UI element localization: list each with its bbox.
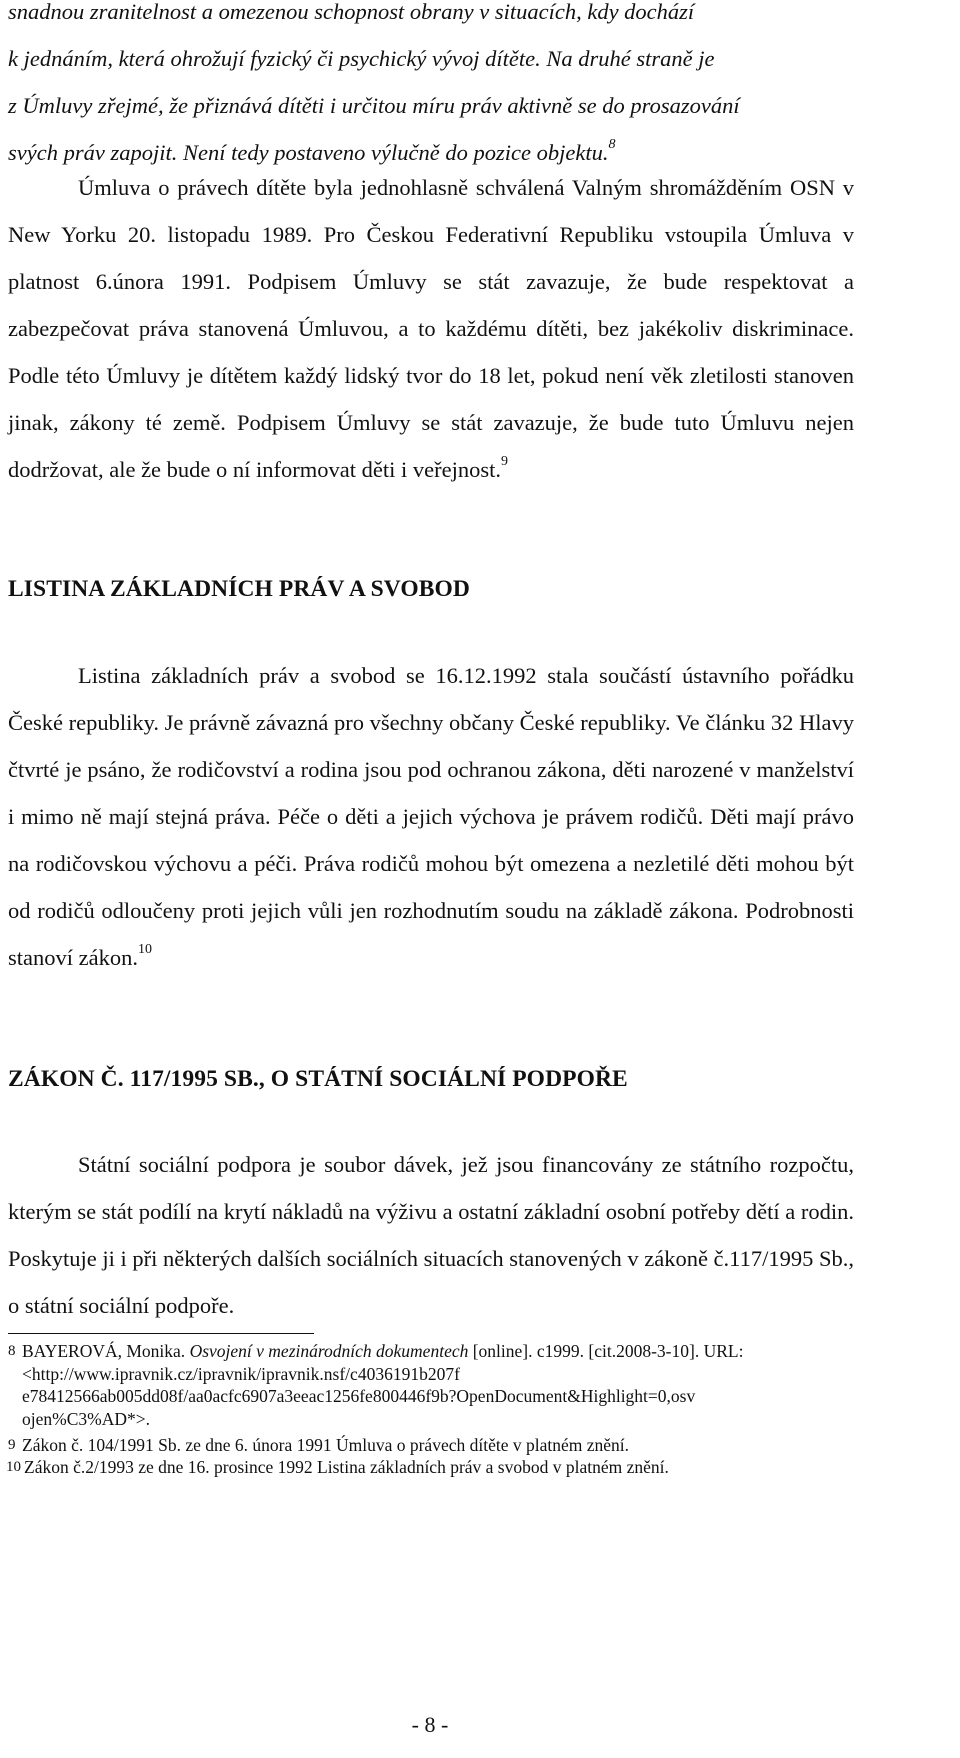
paragraph-text: Úmluva o právech dítěte byla jednohlasně schválená Valným shromážděním OSN v New Yorku 20. listopadu 1989. Pro Českou Federativní Republiku vstoupila Úmluva v platnost 6.února 1991. Podpisem Úmluvy se stát zavazuje, že bude respektovat a zabezpečovat práva stanovená Úmluvou, a to každému dítěti, bez jakékoliv diskriminace. Podle této Úmluvy je dítětem každý lidský tvor do 18 let, pokud není věk zletilosti stanoven jinak, zákony té země. Podpisem Úmluvy se stát zavazuje, že bude tuto Úmluvu nejen dodržovat, ale že bude o ní informovat děti i veřejnost. xyxy=(8,175,854,482)
footnote-number: 9 xyxy=(8,1437,16,1453)
page-number: - 8 - xyxy=(411,1712,449,1737)
footnote-9 xyxy=(8,1434,854,1457)
text-line: z Úmluvy zřejmé, že přiznává dítěti i určitou míru práv aktivně se do prosazování xyxy=(8,93,740,118)
footnote-url-line[interactable]: ojen%C3%AD*>. xyxy=(22,1408,150,1429)
footnote-ref-10[interactable]: 10 xyxy=(137,941,152,957)
footnote-number: 8 xyxy=(8,1343,16,1359)
footnote-number: 10 xyxy=(6,1459,21,1475)
footnote-url-line[interactable]: e78412566ab005dd08f/aa0acfc6907a3eeac1256fe800446f9b?OpenDocument&Highlight=0,osv xyxy=(22,1386,696,1406)
paragraph-intro xyxy=(8,0,854,176)
paragraph-statni-podpora xyxy=(8,1141,854,1329)
footnote-10 xyxy=(8,1456,854,1479)
text-line-content: svých práv zapojit. Není tedy postaveno výlučně do pozice objektu. xyxy=(8,140,609,165)
footnote-author: BAYEROVÁ, Monika. xyxy=(22,1341,190,1361)
footnote-8 xyxy=(8,1340,854,1430)
footnote-text: Zákon č.2/1993 ze dne 16. prosince 1992 Listina základních práv a svobod v platném znění. xyxy=(24,1457,669,1477)
paragraph-listina xyxy=(8,652,854,981)
footnote-ref-9[interactable]: 9 xyxy=(500,453,508,469)
footnote-citation: [online]. c1999. [cit.2008-3-10]. URL: <http://www.ipravnik.cz/ipravnik/ipravnik.nsf/c4036191b207f xyxy=(22,1341,744,1384)
text-line: snadnou zranitelnost a omezenou schopnost obrany v situacích, kdy dochází xyxy=(8,0,695,24)
paragraph-text: Státní sociální podpora je soubor dávek, jež jsou financovány ze státního rozpočtu, kterým se stát podílí na krytí nákladů na výživu a ostatní základní osobní potřeby dětí a rodin. Poskytuje ji i při některých dalších sociálních situacích stanovených v zákoně č.117/1995 Sb., o státní sociální podpoře. xyxy=(8,1152,854,1318)
paragraph-text: Listina základních práv a svobod se 16.12.1992 stala součástí ústavního pořádku České republiky. Je právně závazná pro všechny občany České republiky. Ve článku 32 Hlavy čtvrté je psáno, že rodičovství a rodina jsou pod ochranou zákona, děti narozené v manželství i mimo ně mají stejná práva. Péče o děti a jejich výchova je právem rodičů. Děti mají právo na rodičovskou výchovu a péči. Práva rodičů mohou být omezena a nezletilé děti mohou být od rodičů odloučeny proti jejich vůli jen rozhodnutím soudu na základě zákona. Podrobnosti stanoví zákon. xyxy=(8,663,854,970)
text-line: k jednáním, která ohrožují fyzický či psychický vývoj dítěte. Na druhé straně je xyxy=(8,46,715,71)
footnote-separator xyxy=(8,1333,314,1334)
footnote-text: Zákon č. 104/1991 Sb. ze dne 6. února 1991 Úmluva o právech dítěte v platném znění. xyxy=(22,1435,629,1455)
footnote-ref-8[interactable]: 8 xyxy=(608,136,616,152)
paragraph-convention xyxy=(8,164,854,493)
section-heading-zakon: ZÁKON Č. 117/1995 SB., O STÁTNÍ SOCIÁLNÍ PODPOŘE xyxy=(8,1066,628,1092)
footnote-title: Osvojení v mezinárodních dokumentech xyxy=(189,1341,469,1361)
section-heading-listina: LISTINA ZÁKLADNÍCH PRÁV A SVOBOD xyxy=(8,576,470,602)
